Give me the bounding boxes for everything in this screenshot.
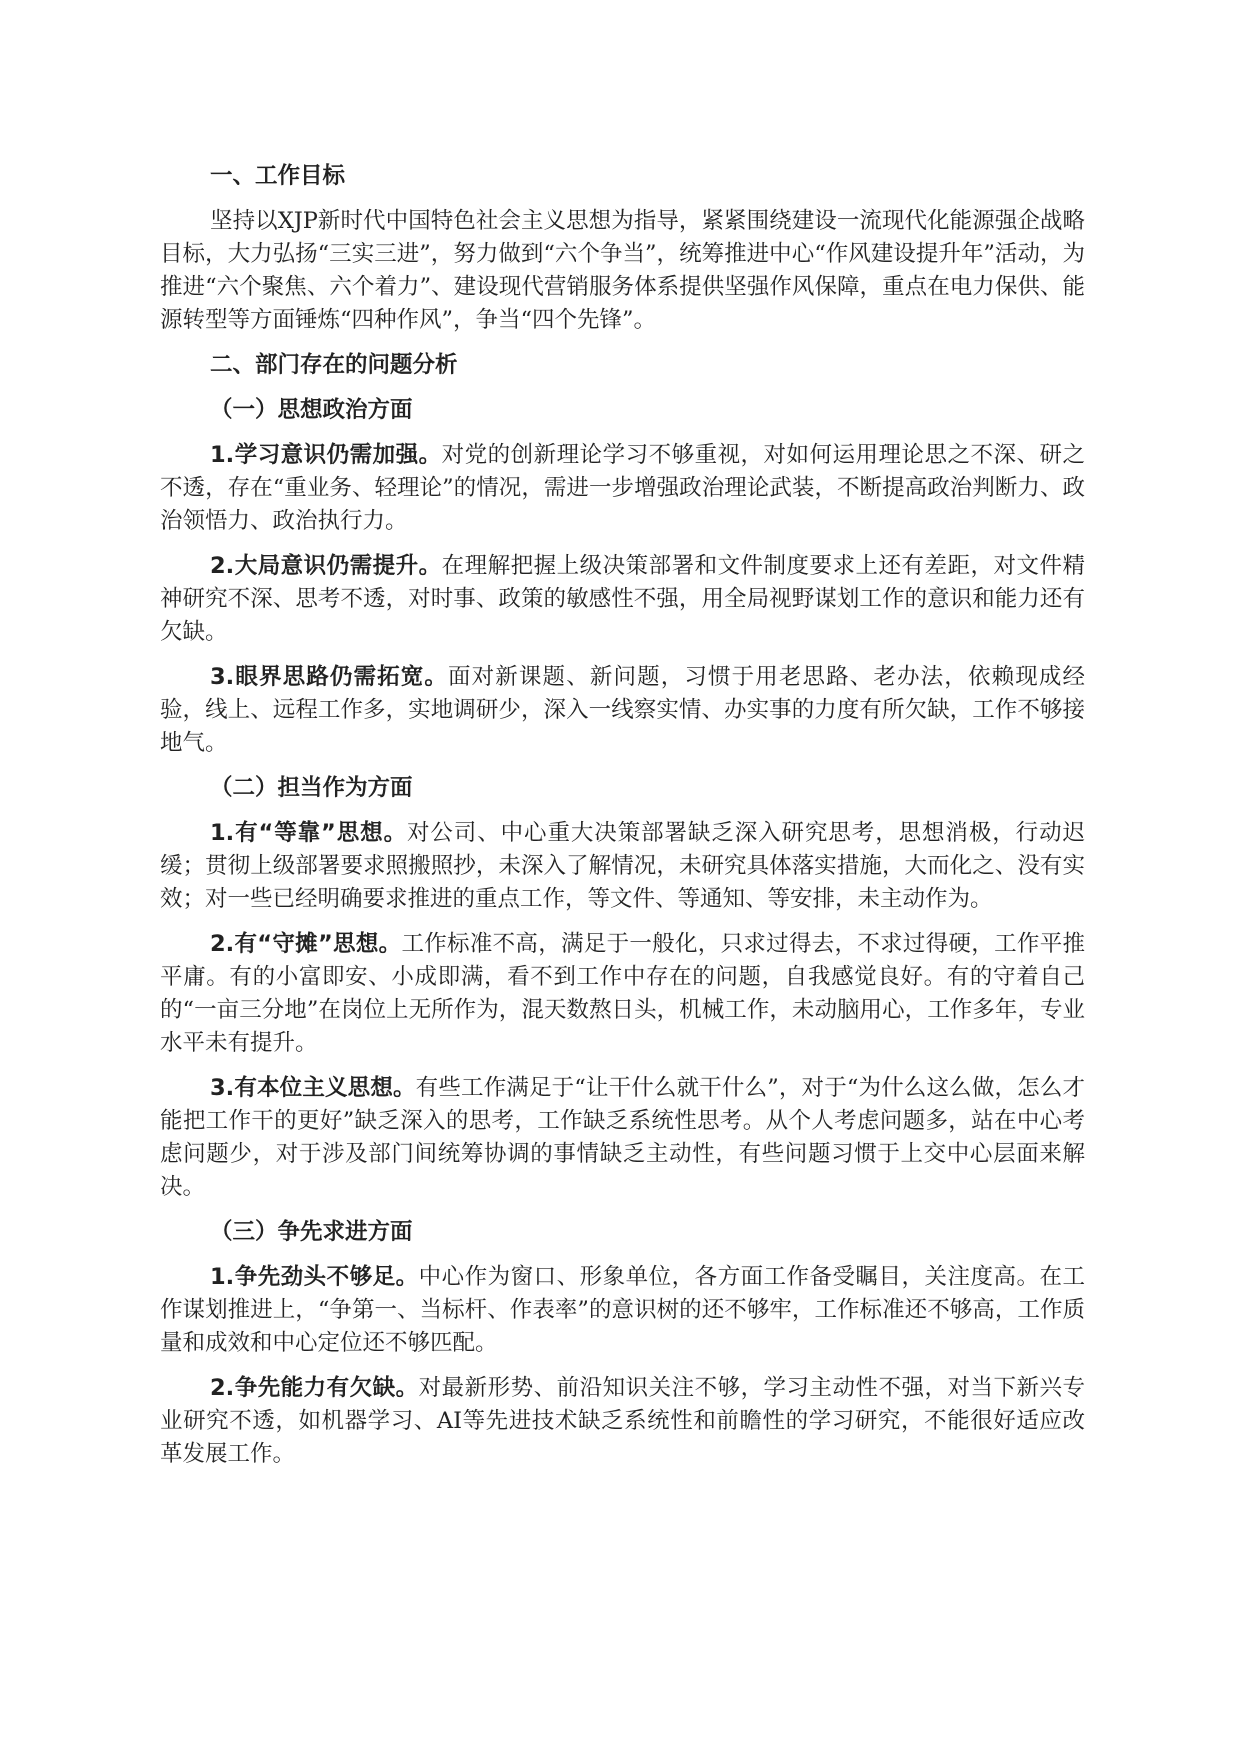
paragraph-item (160, 817, 1085, 916)
paragraph-item (160, 1261, 1085, 1360)
heading-work-goal: 一、工作目标 (210, 163, 346, 189)
item-lead: 3.有本位主义思想。 (210, 1075, 416, 1101)
item-lead: 3.眼界思路仍需拓宽。 (210, 664, 449, 690)
document-page (160, 160, 1085, 1483)
item-lead: 2.有“守摊”思想。 (210, 931, 402, 957)
item-lead: 2.大局意识仍需提升。 (210, 553, 442, 579)
heading-section-1: （一）思想政治方面 (210, 397, 413, 423)
item-text: 中心作为窗口、形象单位，各方面工作备受瞩目，关注度高。在工作谋划推进上，“争第一、当标杆、作表率”的意识树的还不够牢，工作标准还不够高，工作质量和成效和中心定位还不够匹配。 (160, 1264, 1085, 1356)
paragraph-item (160, 1372, 1085, 1471)
item-text: 工作标准不高，满足于一般化，只求过得去，不求过得硬，工作平推平庸。有的小富即安、小成即满，看不到工作中存在的问题，自我感觉良好。有的守着自己的“一亩三分地”在岗位上无所作为，混天数熬日头，机械工作，未动脑用心，工作多年，专业水平未有提升。 (160, 931, 1085, 1056)
paragraph-work-goal: 坚持以XJP新时代中国特色社会主义思想为指导，紧紧围绕建设一流现代化能源强企战略目标，大力弘扬“三实三进”，努力做到“六个争当”，统筹推进中心“作风建设提升年”活动，为推进“六个聚焦、六个着力”、建设现代营销服务体系提供坚强作风保障，重点在电力保供、能源转型等方面锤炼“四种作风”，争当“四个先锋”。 (160, 208, 1085, 333)
paragraph-item (160, 1072, 1085, 1204)
item-lead: 1.有“等靠”思想。 (210, 820, 407, 846)
item-lead: 2.争先能力有欠缺。 (210, 1375, 419, 1401)
heading-problem-analysis: 二、部门存在的问题分析 (210, 352, 458, 378)
item-text: 有些工作满足于“让干什么就干什么”，对于“为什么这么做，怎么才能把工作干的更好”缺乏深入的思考，工作缺乏系统性思考。从个人考虑问题多，站在中心考虑问题少，对于涉及部门间统筹协调的事情缺乏主动性，有些问题习惯于上交中心层面来解决。 (160, 1075, 1085, 1200)
paragraph-item (160, 928, 1085, 1060)
heading-section-2: （二）担当作为方面 (210, 775, 413, 801)
item-lead: 1.争先劲头不够足。 (210, 1264, 419, 1290)
item-text: 在理解把握上级决策部署和文件制度要求上还有差距，对文件精神研究不深、思考不透，对时事、政策的敏感性不强，用全局视野谋划工作的意识和能力还有欠缺。 (160, 553, 1085, 645)
item-text: 对公司、中心重大决策部署缺乏深入研究思考，思想消极，行动迟缓；贯彻上级部署要求照搬照抄，未深入了解情况，未研究具体落实措施，大而化之、没有实效；对一些已经明确要求推进的重点工作，等文件、等通知、等安排，未主动作为。 (160, 820, 1085, 912)
item-text: 对最新形势、前沿知识关注不够，学习主动性不强，对当下新兴专业研究不透，如机器学习、AI等先进技术缺乏系统性和前瞻性的学习研究，不能很好适应改革发展工作。 (160, 1375, 1085, 1467)
paragraph-item (160, 661, 1085, 760)
paragraph-item (160, 439, 1085, 538)
paragraph-item (160, 550, 1085, 649)
heading-section-3: （三）争先求进方面 (210, 1219, 413, 1245)
item-text: 面对新课题、新问题，习惯于用老思路、老办法，依赖现成经验，线上、远程工作多，实地调研少，深入一线察实情、办实事的力度有所欠缺，工作不够接地气。 (160, 664, 1085, 756)
item-text: 对党的创新理论学习不够重视，对如何运用理论思之不深、研之不透，存在“重业务、轻理论”的情况，需进一步增强政治理论武装，不断提高政治判断力、政治领悟力、政治执行力。 (160, 442, 1085, 534)
item-lead: 1.学习意识仍需加强。 (210, 442, 442, 468)
